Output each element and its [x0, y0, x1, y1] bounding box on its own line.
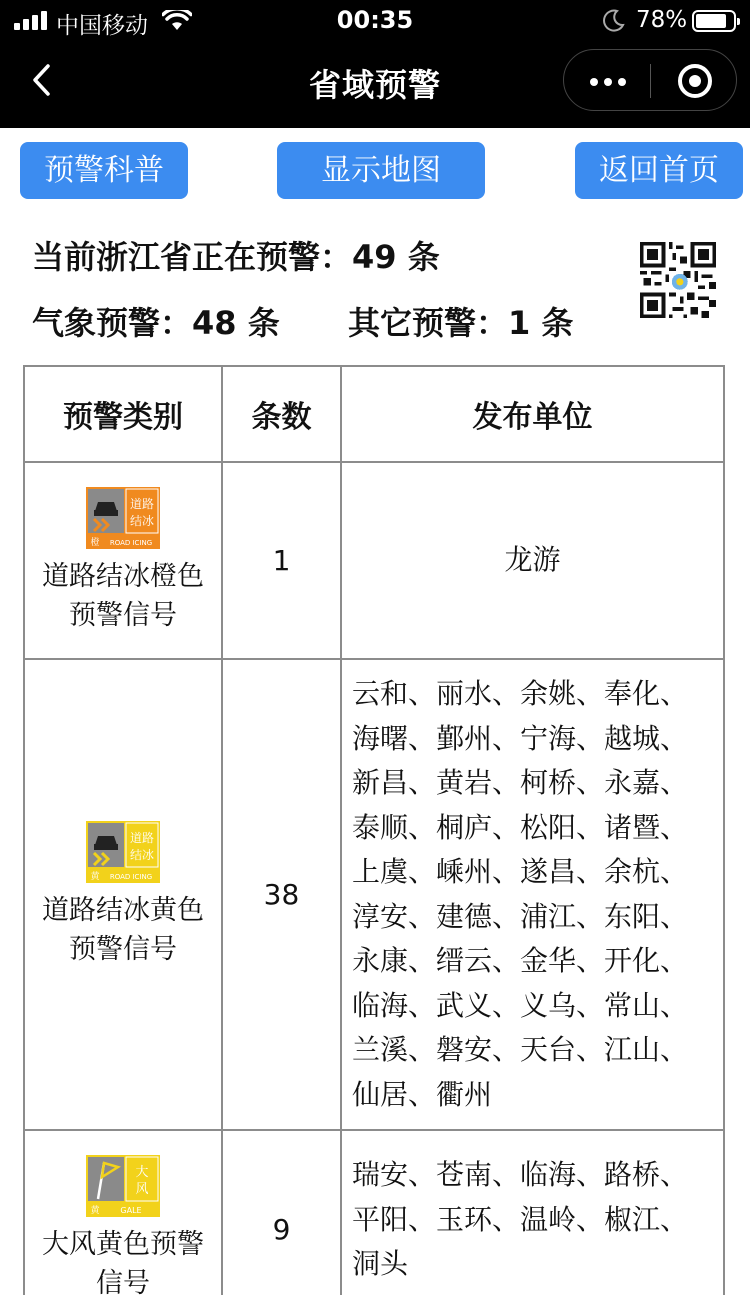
mini-program-capsule	[563, 49, 737, 111]
svg-text:ROAD ICING: ROAD ICING	[109, 872, 153, 881]
table-row	[24, 1130, 724, 1295]
type-name-line2: 预警信号	[69, 933, 177, 965]
units-cell: 瑞安、苍南、临海、路桥、平阳、玉环、温岭、椒江、洞头	[341, 1130, 724, 1295]
type-name-line2: 预警信号	[69, 599, 177, 631]
type-cell	[24, 659, 222, 1130]
gale-yellow-icon	[86, 1155, 160, 1217]
summary-other-count: 1 条	[508, 304, 574, 342]
type-cell	[24, 1130, 222, 1295]
header-units: 发布单位	[341, 366, 724, 462]
svg-text:大: 大	[135, 1165, 149, 1180]
svg-text:橙: 橙	[90, 537, 100, 548]
summary-weather	[32, 298, 280, 344]
top-bar	[0, 0, 750, 128]
svg-text:黄: 黄	[90, 1206, 100, 1216]
header-type: 预警类别	[24, 366, 222, 462]
units-cell: 云和、丽水、余姚、奉化、海曙、鄞州、宁海、越城、新昌、黄岩、柯桥、永嘉、泰顺、桐庐、松阳、诸暨、上虞、嵊州、遂昌、余杭、淳安、建德、浦江、东阳、永康、缙云、金华、开化、临海、武义、义乌、常山、兰溪、磐安、天台、江山、仙居、衢州	[341, 659, 724, 1130]
summary-other-label: 其它预警：	[348, 304, 509, 342]
summary-current	[32, 232, 440, 278]
svg-text:风: 风	[135, 1182, 149, 1197]
table-row	[24, 462, 724, 659]
header-count: 条数	[222, 366, 341, 462]
svg-text:黄: 黄	[90, 871, 100, 882]
summary-weather-count: 48 条	[192, 304, 280, 342]
count-cell: 1	[222, 462, 341, 659]
type-name-line1: 道路结冰橙色	[42, 560, 204, 592]
page-title: 省域预警	[308, 66, 441, 104]
science-button[interactable]: 预警科普	[20, 142, 188, 199]
count-cell: 38	[222, 659, 341, 1130]
battery-icon	[692, 10, 736, 32]
svg-text:结冰: 结冰	[129, 847, 155, 862]
svg-text:GALE: GALE	[120, 1206, 142, 1215]
units-cell: 龙游	[341, 462, 724, 659]
capsule-divider	[650, 64, 651, 98]
svg-text:道路: 道路	[129, 830, 155, 845]
status-bar	[0, 0, 750, 42]
svg-text:结冰: 结冰	[129, 513, 155, 528]
battery-percentage: 78%	[636, 7, 688, 33]
summary-weather-label: 气象预警：	[32, 304, 193, 342]
type-cell	[24, 462, 222, 659]
type-name-line1: 大风黄色预警	[42, 1229, 204, 1260]
type-name-line1: 道路结冰黄色	[42, 894, 204, 926]
carrier-name: 中国移动	[56, 13, 148, 39]
qr-code-icon[interactable]	[640, 242, 716, 318]
return-home-button[interactable]: 返回首页	[575, 142, 743, 199]
road-icing-orange-icon	[86, 487, 160, 549]
status-time: 00:35	[336, 6, 414, 34]
type-name-line2: 信号	[96, 1268, 150, 1295]
table-row	[24, 659, 724, 1130]
show-map-button[interactable]: 显示地图	[277, 142, 485, 199]
road-icing-yellow-icon	[86, 821, 160, 883]
warning-table	[23, 365, 725, 1295]
svg-text:ROAD ICING: ROAD ICING	[109, 538, 153, 547]
moon-icon	[602, 8, 626, 32]
count-cell: 9	[222, 1130, 341, 1295]
more-icon[interactable]	[588, 67, 628, 95]
table-header-row	[24, 366, 724, 462]
summary-current-label: 当前浙江省正在预警：	[32, 238, 353, 276]
summary-other	[348, 298, 573, 344]
summary-current-count: 49 条	[352, 238, 440, 276]
svg-text:道路: 道路	[129, 496, 155, 511]
close-mini-program-icon[interactable]	[678, 64, 712, 98]
